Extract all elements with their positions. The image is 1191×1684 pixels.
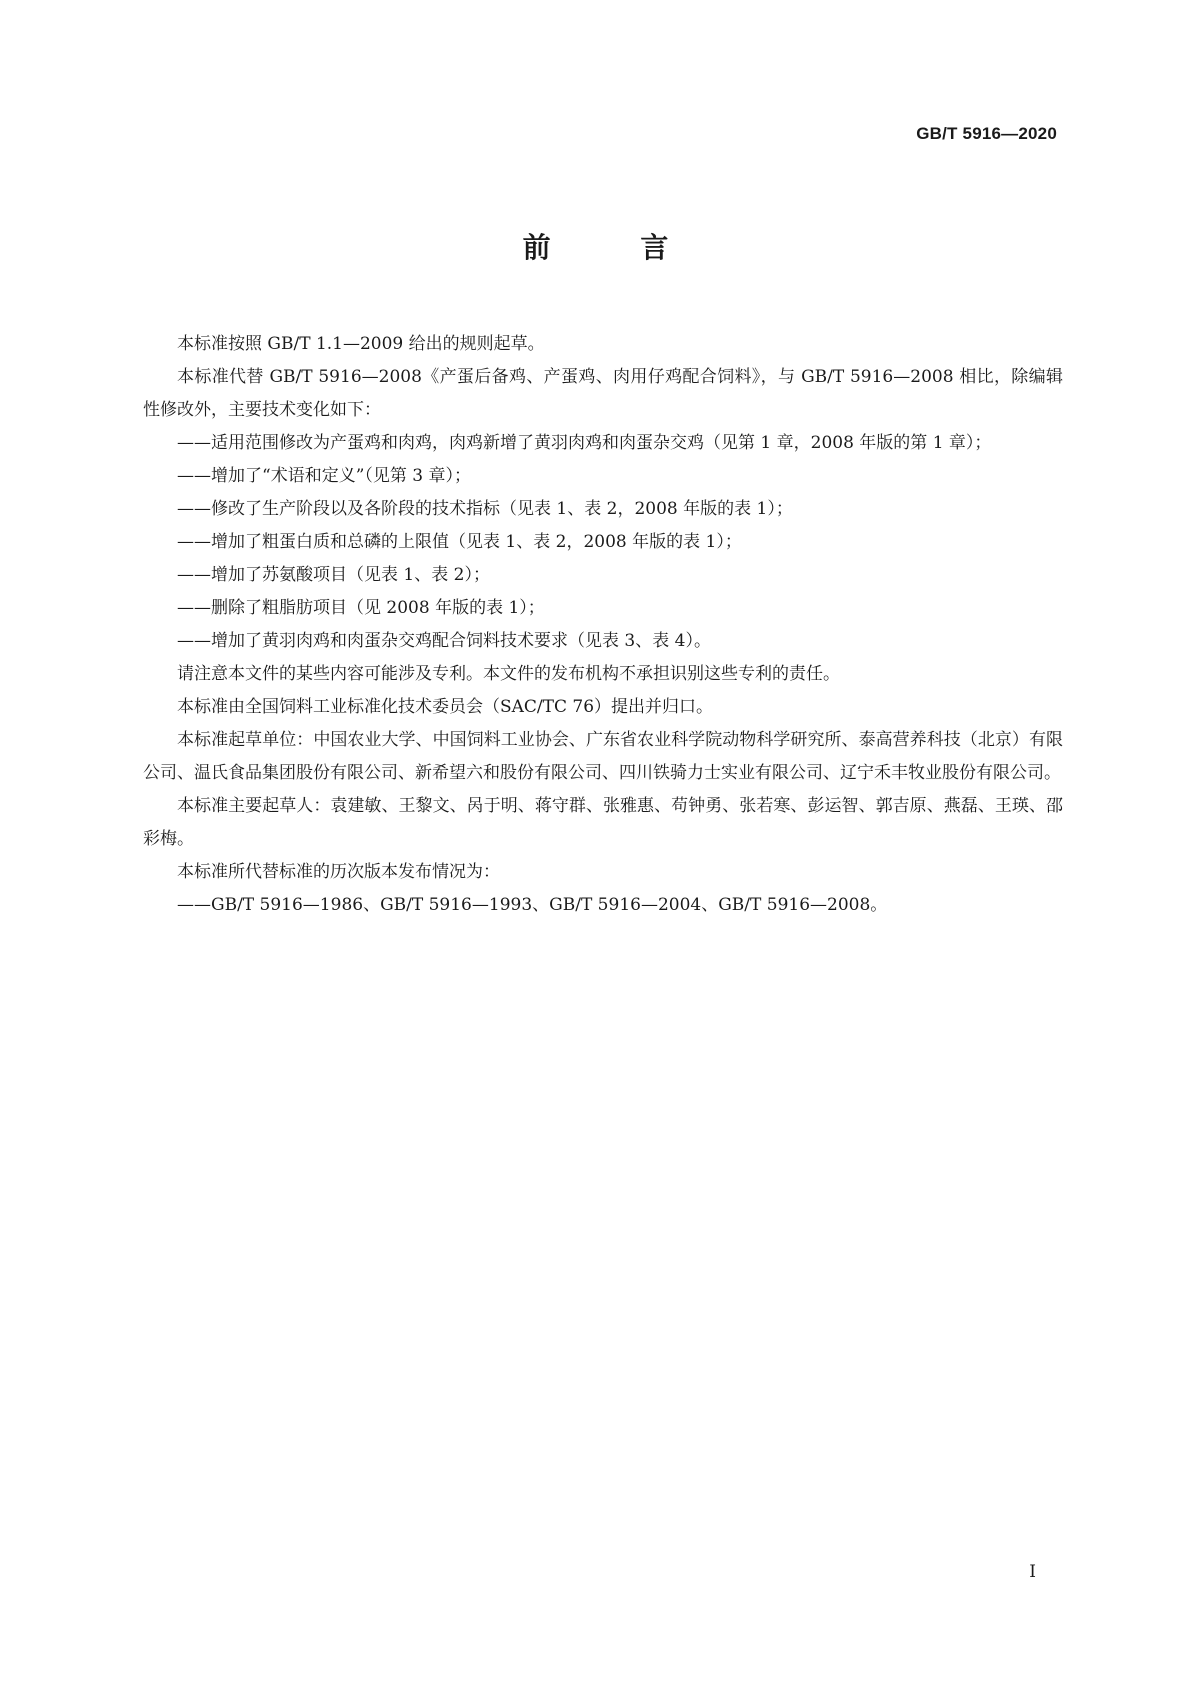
change-item: ——增加了“术语和定义”（见第 3 章）； (177, 466, 472, 486)
change-item: ——增加了粗蛋白质和总磷的上限值（见表 1、表 2，2008 年版的表 1）； (177, 532, 742, 552)
foreword-body (143, 328, 1063, 922)
paragraph-drafting-rules: 本标准按照 GB/T 1.1—2009 给出的规则起草。 (177, 334, 545, 354)
change-item: ——增加了黄羽肉鸡和肉蛋杂交鸡配合饲料技术要求（见表 3、表 4）。 (177, 631, 711, 651)
history-item: ——GB/T 5916—1986、GB/T 5916—1993、GB/T 5916—2004、GB/T 5916—2008。 (177, 895, 888, 915)
paragraph-drafters: 本标准主要起草人：袁建敏、王黎文、呙于明、蒋守群、张雅惠、苟钟勇、张若寒、彭运智、郭吉原、燕磊、王瑛、邵彩梅。 (143, 796, 1063, 849)
change-item: ——删除了粗脂肪项目（见 2008 年版的表 1）； (177, 598, 545, 618)
change-item: ——修改了生产阶段以及各阶段的技术指标（见表 1、表 2，2008 年版的表 1）； (177, 499, 793, 519)
paragraph-proposer: 本标准由全国饲料工业标准化技术委员会（SAC/TC 76）提出并归口。 (177, 697, 714, 717)
page-number: I (1029, 1562, 1036, 1582)
change-item: ——增加了苏氨酸项目（见表 1、表 2）； (177, 565, 490, 585)
paragraph-history-intro: 本标准所代替标准的历次版本发布情况为： (177, 862, 500, 882)
page-title: 前 言 (522, 231, 709, 264)
paragraph-drafting-units: 本标准起草单位：中国农业大学、中国饲料工业协会、广东省农业科学院动物科学研究所、泰高营养科技（北京）有限公司、温氏食品集团股份有限公司、新希望六和股份有限公司、四川铁骑力士实业有限公司、辽宁禾丰牧业股份有限公司。 (143, 730, 1063, 783)
paragraph-patent-notice: 请注意本文件的某些内容可能涉及专利。本文件的发布机构不承担识别这些专利的责任。 (177, 664, 840, 684)
standard-number: GB/T 5916—2020 (916, 124, 1057, 143)
change-item: ——适用范围修改为产蛋鸡和肉鸡，肉鸡新增了黄羽肉鸡和肉蛋杂交鸡（见第 1 章，2008 年版的第 1 章）； (177, 433, 992, 453)
paragraph-replacement: 本标准代替 GB/T 5916—2008《产蛋后备鸡、产蛋鸡、肉用仔鸡配合饲料》，与 GB/T 5916—2008 相比，除编辑性修改外，主要技术变化如下： (143, 367, 1063, 420)
